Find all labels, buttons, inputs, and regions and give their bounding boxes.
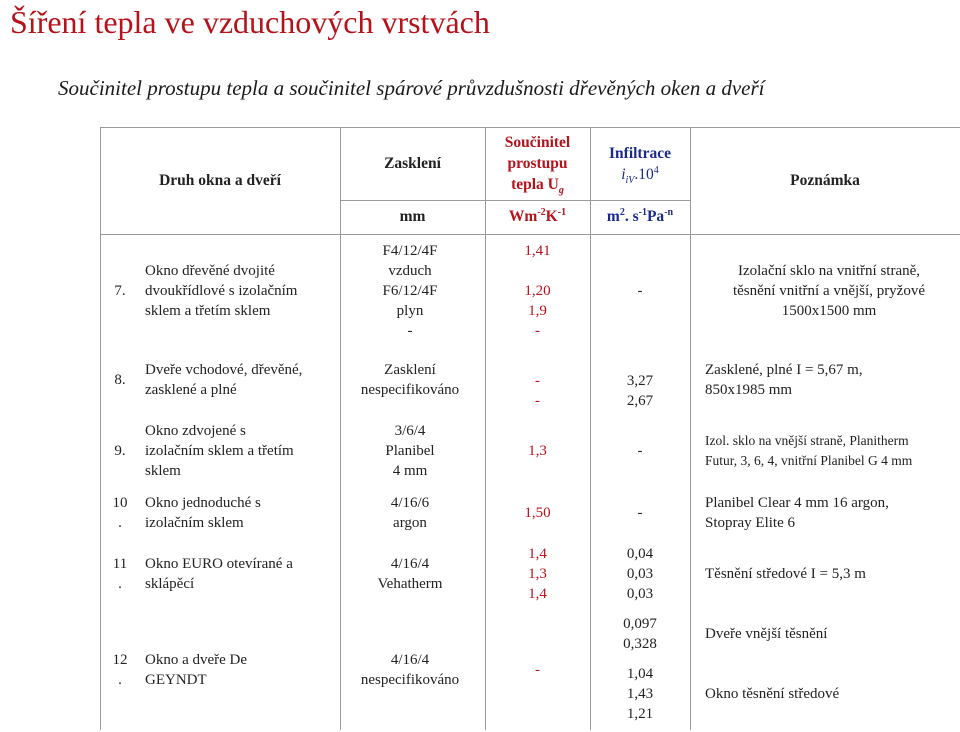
row-note: Izol. sklo na vnější straně, Planitherm Futur, 3, 6, 4, vnitřní Planibel G 4 mm bbox=[705, 433, 913, 468]
header-note: Poznámka bbox=[790, 171, 860, 189]
row-glazing: F4/12/4F vzduch F6/12/4F plyn - bbox=[382, 243, 438, 339]
row-note: Těsnění středové I = 5,3 m bbox=[705, 566, 866, 582]
row-note: Zasklené, plné I = 5,67 m, 850x1985 mm bbox=[705, 362, 863, 398]
row-u-value: - bbox=[535, 662, 540, 678]
row-type: Okno jednoduché s izolačním sklem bbox=[145, 495, 261, 531]
row-glazing: 4/16/6 argon bbox=[390, 495, 430, 531]
row-u-value: 1,4 1,3 1,4 bbox=[528, 546, 547, 602]
page-subtitle: Součinitel prostupu tepla a součinitel spárové průvzdušnosti dřevěných oken a dveří bbox=[58, 76, 765, 100]
row-infiltration: - bbox=[637, 443, 643, 459]
header-glazing: Zasklení bbox=[384, 154, 441, 172]
row-u-value: 1,3 bbox=[528, 443, 547, 459]
row-infiltration-bottom: 1,04 1,43 1,21 bbox=[626, 666, 654, 722]
row-type: Dveře vchodové, dřevěné, zasklené a plné bbox=[145, 362, 303, 398]
row-infiltration: 3,27 2,67 bbox=[626, 373, 654, 409]
page-title: Šíření tepla ve vzduchových vrstvách bbox=[10, 4, 490, 40]
row-u-value: - - bbox=[535, 373, 540, 409]
row-infiltration: 0,04 0,03 0,03 bbox=[626, 546, 654, 602]
row-type: Okno dřevěné dvojité dvoukřídlové s izolačním sklem a třetím sklem bbox=[145, 263, 298, 319]
row-type: Okno a dveře De GEYNDT bbox=[145, 652, 248, 688]
row-glazing: Zasklení nespecifikováno bbox=[360, 362, 460, 398]
row-glazing: 3/6/4 Planibel 4 mm bbox=[385, 423, 435, 479]
row-note: Izolační sklo na vnitřní straně, těsnění vnitřní a vnější, pryžové 1500x1500 mm bbox=[732, 263, 926, 319]
header-u-value: Součinitel prostupu tepla $U_g$ bbox=[504, 134, 571, 197]
row-type: Okno EURO otevírané a sklápěcí bbox=[145, 556, 293, 592]
row-infiltration: - bbox=[637, 505, 643, 521]
row-number: 8. bbox=[114, 372, 126, 388]
row-u-value: 1,50 bbox=[524, 505, 551, 521]
row-note-bottom: Okno těsnění středové bbox=[705, 686, 840, 702]
unit-glazing: mm bbox=[399, 208, 426, 225]
row-infiltration: - bbox=[637, 283, 643, 299]
row-glazing: 4/16/4 Vehatherm bbox=[377, 556, 443, 592]
header-type: Druh okna a dveří bbox=[159, 171, 281, 189]
unit-infiltration: $m^2$. $s^{-1}Pa^{-n}$ bbox=[606, 206, 674, 225]
row-note: Planibel Clear 4 mm 16 argon, Stopray Elite 6 bbox=[705, 495, 889, 531]
row-u-value: 1,41 1,20 1,9 - bbox=[524, 243, 551, 339]
grid-line bbox=[100, 234, 960, 235]
row-number: 7. bbox=[114, 283, 126, 299]
row-number: 11 . bbox=[112, 556, 128, 592]
row-number: 12 . bbox=[112, 652, 128, 688]
row-number: 10 . bbox=[112, 495, 128, 531]
row-glazing: 4/16/4 nespecifikováno bbox=[360, 652, 460, 688]
row-infiltration-top: 0,097 0,328 bbox=[623, 616, 657, 652]
row-note-top: Dveře vnější těsnění bbox=[705, 626, 828, 642]
header-infiltration: Infiltrace $i_{iV}.10^4$ bbox=[609, 144, 671, 186]
unit-u-value: $Wm^{-2}K^{-1}$ bbox=[508, 206, 567, 225]
row-number: 9. bbox=[114, 443, 126, 459]
row-type: Okno zdvojené s izolačním sklem a třetím sklem bbox=[145, 423, 294, 479]
